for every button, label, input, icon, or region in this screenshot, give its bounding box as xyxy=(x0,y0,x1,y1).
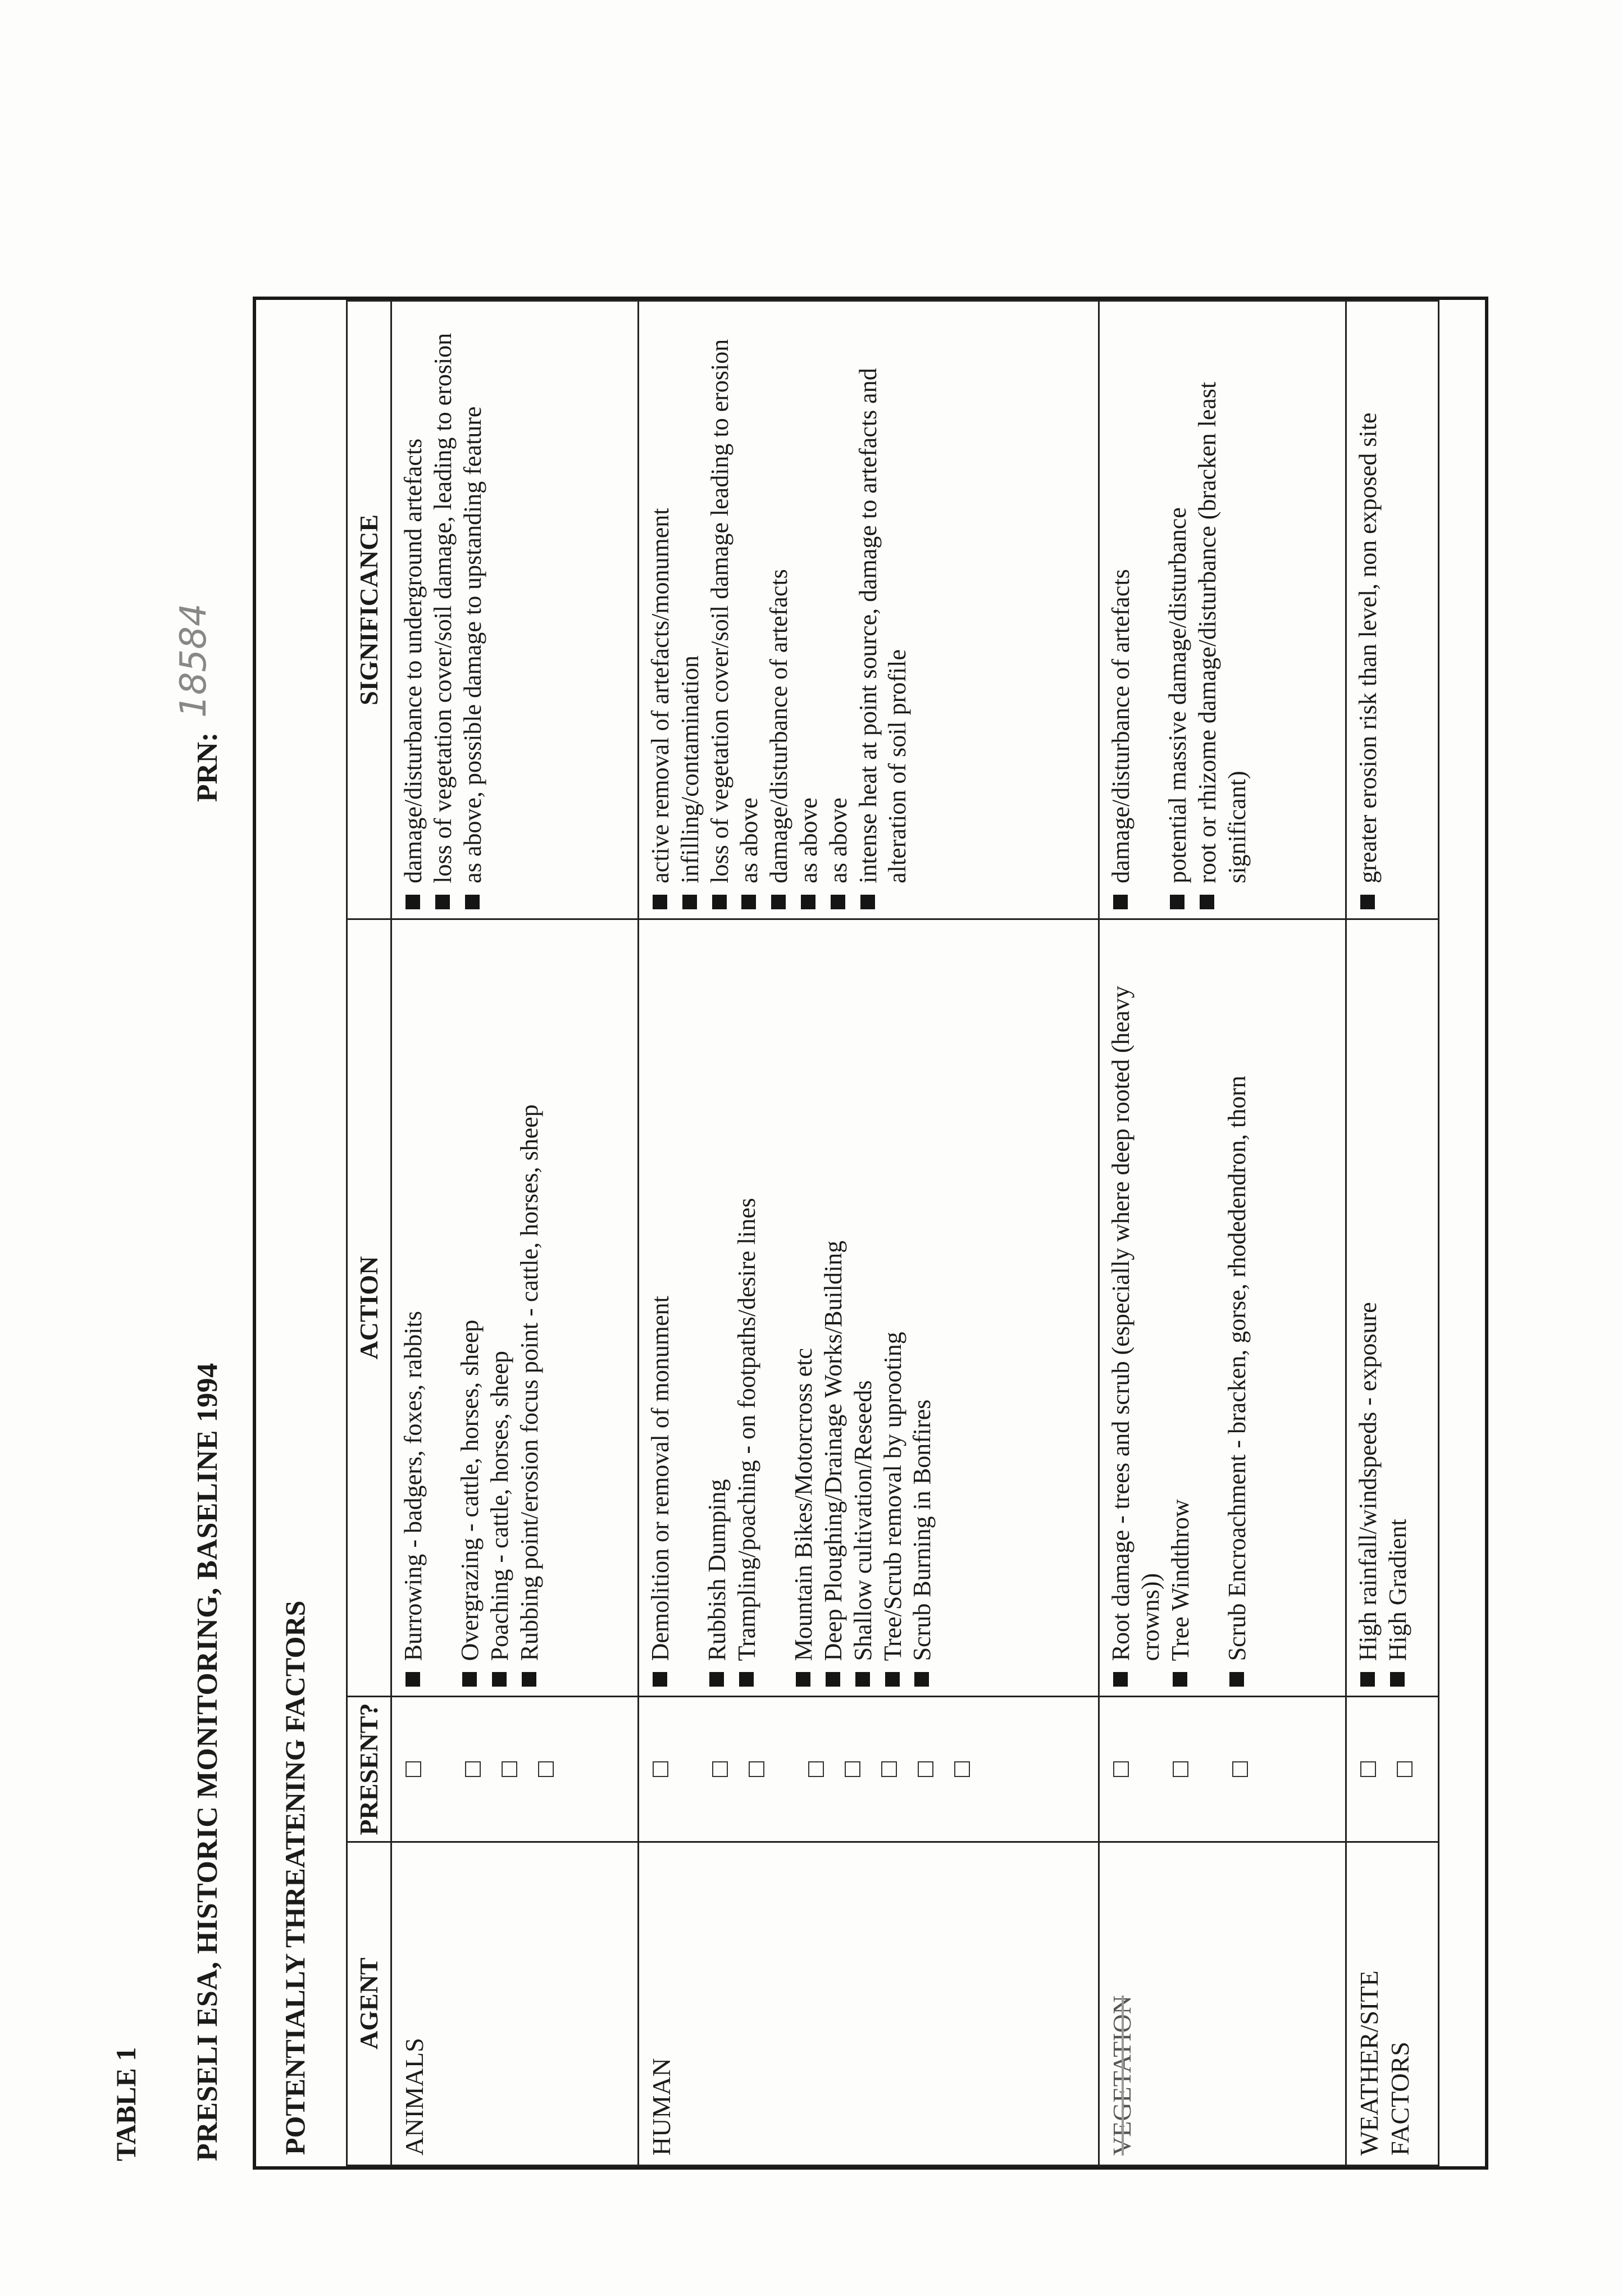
list-item: greater erosion risk than level, non exposed site xyxy=(1354,311,1383,909)
present-cell xyxy=(1346,1697,1439,1842)
present-checkbox[interactable] xyxy=(465,1761,481,1777)
table-row xyxy=(1346,301,1439,2166)
table-row xyxy=(391,301,639,2166)
action-cell xyxy=(391,919,639,1697)
bullet-square-icon xyxy=(709,1672,724,1687)
bullet-square-icon xyxy=(435,895,450,909)
list-item: Tree Windthrow xyxy=(1166,929,1196,1687)
list-item: infilling/contamination xyxy=(676,311,705,909)
bullet-square-icon xyxy=(1229,1672,1244,1687)
bullet-square-icon xyxy=(1170,895,1184,909)
agent-cell: HUMAN xyxy=(639,1842,1099,2165)
list-item: Mountain Bikes/Motorcross etc xyxy=(789,929,819,1687)
present-checkbox[interactable] xyxy=(653,1761,668,1777)
present-checkbox[interactable] xyxy=(808,1761,824,1777)
list-item: as above xyxy=(735,311,764,909)
bullet-square-icon xyxy=(1113,1672,1128,1687)
present-checkbox[interactable] xyxy=(749,1761,764,1777)
list-item: Scrub Burning in Bonfires xyxy=(908,929,937,1687)
table-header-row xyxy=(347,301,391,2166)
threat-factors-table xyxy=(346,300,1439,2166)
bullet-square-icon xyxy=(1173,1672,1187,1687)
action-cell xyxy=(1346,919,1439,1697)
bullet-square-icon xyxy=(741,895,756,909)
significance-cell xyxy=(1346,301,1439,919)
list-item: damage/disturbance of artefacts xyxy=(1106,311,1136,909)
bullet-square-icon xyxy=(826,1672,840,1687)
present-cell xyxy=(639,1697,1099,1842)
bullet-square-icon xyxy=(801,895,815,909)
bullet-square-icon xyxy=(1360,895,1375,909)
list-item: Scrub Encroachment - bracken, gorse, rhodedendron, thorn xyxy=(1223,929,1252,1687)
action-cell xyxy=(1099,919,1346,1697)
present-checkbox[interactable] xyxy=(712,1761,728,1777)
column-header-action: ACTION xyxy=(347,919,391,1697)
bullet-square-icon xyxy=(914,1672,929,1687)
prn-handwritten-number: 18584 xyxy=(173,603,215,718)
list-item: active removal of artefacts/monument xyxy=(646,311,676,909)
significance-cell xyxy=(1099,301,1346,919)
bullet-square-icon xyxy=(653,1672,667,1687)
document-title: PRESELI ESA, HISTORIC MONITORING, BASELINE 1994 xyxy=(192,1363,224,2161)
significance-cell xyxy=(391,301,639,919)
bullet-square-icon xyxy=(406,1672,420,1687)
list-item: as above, possible damage to upstanding feature xyxy=(458,311,488,909)
agent-cell: ANIMALS xyxy=(391,1842,639,2165)
significance-cell xyxy=(639,301,1099,919)
present-checkbox[interactable] xyxy=(538,1761,554,1777)
present-checkbox[interactable] xyxy=(502,1761,517,1777)
present-checkbox[interactable] xyxy=(1232,1761,1248,1777)
list-item: Rubbing point/erosion focus point - cattle, horses, sheep xyxy=(515,929,545,1687)
list-item: root or rhizome damage/disturbance (bracken least significant) xyxy=(1193,311,1252,909)
action-cell xyxy=(639,919,1099,1697)
threat-factors-table-frame xyxy=(253,297,1488,2170)
present-checkbox[interactable] xyxy=(406,1761,421,1777)
prn-label: PRN: xyxy=(192,732,224,802)
list-item: Root damage - trees and scrub (especially where deep rooted (heavy crowns)) xyxy=(1106,929,1166,1687)
list-item: Demolition or removal of monument xyxy=(646,929,676,1687)
present-checkbox[interactable] xyxy=(881,1761,897,1777)
list-item: loss of vegetation cover/soil damage, leading to erosion xyxy=(429,311,458,909)
list-item: loss of vegetation cover/soil damage leading to erosion xyxy=(705,311,735,909)
list-item: Rubbish Dumping xyxy=(703,929,732,1687)
present-checkbox[interactable] xyxy=(1360,1761,1376,1777)
bullet-square-icon xyxy=(712,895,727,909)
list-item: intense heat at point source, damage to artefacts and alteration of soil profile xyxy=(854,311,913,909)
present-checkbox[interactable] xyxy=(1113,1761,1129,1777)
list-item: High Gradient xyxy=(1383,929,1413,1687)
present-checkbox[interactable] xyxy=(845,1761,860,1777)
bullet-square-icon xyxy=(1113,895,1128,909)
agent-cell: VEGETATION xyxy=(1099,1842,1346,2165)
present-checkbox[interactable] xyxy=(1397,1761,1413,1777)
bullet-square-icon xyxy=(1200,895,1214,909)
table-row xyxy=(1099,301,1346,2166)
bullet-square-icon xyxy=(1390,1672,1405,1687)
table-heading: POTENTIALLY THREATENING FACTORS xyxy=(279,1600,311,2155)
bullet-square-icon xyxy=(771,895,786,909)
list-item: Poaching - cattle, horses, sheep xyxy=(485,929,515,1687)
table-label: TABLE 1 xyxy=(110,2047,142,2161)
list-item: Deep Ploughing/Drainage Works/Building xyxy=(819,929,849,1687)
list-item: Tree/Scrub removal by uprooting xyxy=(878,929,908,1687)
bullet-square-icon xyxy=(1360,1672,1375,1687)
bullet-square-icon xyxy=(492,1672,507,1687)
present-checkbox[interactable] xyxy=(1173,1761,1188,1777)
bullet-square-icon xyxy=(831,895,845,909)
bullet-square-icon xyxy=(406,895,420,909)
present-checkbox[interactable] xyxy=(918,1761,933,1777)
list-item: as above xyxy=(824,311,854,909)
bullet-square-icon xyxy=(462,1672,477,1687)
list-item: Overgrazing - cattle, horses, sheep xyxy=(455,929,485,1687)
bullet-square-icon xyxy=(682,895,697,909)
list-item: damage/disturbance of artefacts xyxy=(764,311,794,909)
table-row xyxy=(639,301,1099,2166)
present-cell xyxy=(391,1697,639,1842)
bullet-square-icon xyxy=(796,1672,810,1687)
bullet-square-icon xyxy=(653,895,667,909)
list-item: Shallow cultivation/Reseeds xyxy=(849,929,878,1687)
bullet-square-icon xyxy=(522,1672,536,1687)
bullet-square-icon xyxy=(860,895,875,909)
present-checkbox[interactable] xyxy=(954,1761,970,1777)
column-header-present: PRESENT? xyxy=(347,1697,391,1842)
bullet-square-icon xyxy=(855,1672,870,1687)
list-item: Burrowing - badgers, foxes, rabbits xyxy=(399,929,429,1687)
agent-cell: WEATHER/SITE FACTORS xyxy=(1346,1842,1439,2165)
column-header-significance: SIGNIFICANCE xyxy=(347,301,391,919)
list-item: as above xyxy=(794,311,824,909)
present-cell xyxy=(1099,1697,1346,1842)
list-item: damage/disturbance to underground artefacts xyxy=(399,311,429,909)
bullet-square-icon xyxy=(465,895,480,909)
list-item: potential massive damage/disturbance xyxy=(1163,311,1193,909)
column-header-agent: AGENT xyxy=(347,1842,391,2165)
list-item: Trampling/poaching - on footpaths/desire lines xyxy=(732,929,762,1687)
bullet-square-icon xyxy=(739,1672,754,1687)
bullet-square-icon xyxy=(885,1672,900,1687)
list-item: High rainfall/windspeeds - exposure xyxy=(1354,929,1383,1687)
